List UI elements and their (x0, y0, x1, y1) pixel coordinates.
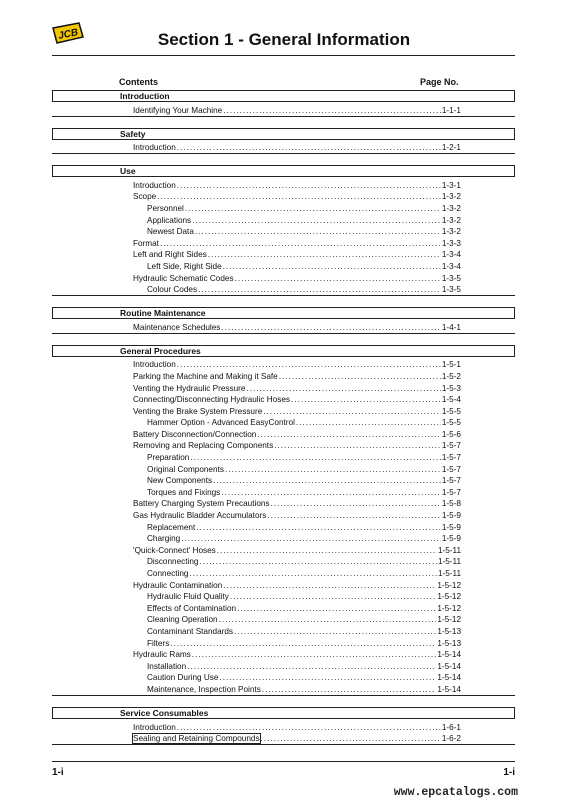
toc-section (52, 707, 515, 745)
dot-leader (223, 106, 441, 115)
toc-entry[interactable] (52, 566, 515, 578)
dot-leader (177, 181, 441, 190)
toc-section (52, 307, 515, 334)
toc-section (52, 128, 515, 155)
entry-page-number: 1-3-1 (441, 180, 461, 190)
entry-page-number: 1-5-11 (437, 569, 461, 578)
entry-page-number: 1-5-12 (437, 592, 461, 602)
toc-entry[interactable] (52, 225, 515, 237)
toc-entry[interactable] (52, 320, 515, 332)
toc-entry[interactable] (52, 103, 515, 115)
entry-title: Charging (147, 534, 181, 544)
contents-heading: Contents (119, 77, 158, 87)
toc-entry[interactable] (52, 532, 515, 544)
toc-section (52, 345, 515, 696)
dot-leader (223, 262, 441, 271)
entry-title: Left Side, Right Side (147, 261, 222, 271)
entry-title: Format (133, 238, 159, 248)
entry-page-number: 1-5-4 (441, 395, 461, 405)
dot-leader (263, 407, 441, 416)
entry-title: Personnel (147, 203, 184, 213)
entry-page-number: 1-5-7 (441, 453, 461, 463)
page-number-right: 1-i (503, 767, 515, 778)
section-entries (52, 140, 515, 155)
entry-page-number: 1-3-4 (441, 250, 461, 260)
entry-title: Maintenance Schedules (133, 322, 221, 332)
entry-page-number: 1-5-7 (441, 441, 461, 451)
entry-title: Gas Hydraulic Bladder Accumulators (133, 511, 267, 521)
entry-title: Left and Right Sides (133, 250, 207, 260)
entry-title: Disconnecting (147, 557, 199, 567)
toc-entry[interactable] (52, 462, 515, 474)
toc-entry[interactable] (52, 283, 515, 295)
entry-title: Introduction (133, 722, 176, 732)
dot-leader (177, 143, 441, 152)
entry-title: Connecting (147, 569, 189, 578)
entry-page-number: 1-3-5 (441, 273, 461, 283)
toc-entry[interactable] (52, 248, 515, 260)
entry-title: Applications (147, 215, 192, 225)
toc-entry[interactable] (52, 624, 515, 636)
entry-page-number: 1-5-7 (441, 464, 461, 474)
dot-leader (177, 723, 441, 732)
toc-entry[interactable] (52, 485, 515, 497)
section-heading: Use (52, 165, 515, 177)
entry-page-number: 1-5-7 (441, 487, 461, 497)
entry-page-number: 1-3-5 (441, 285, 461, 295)
entry-title: Venting the Brake System Pressure (133, 406, 263, 416)
toc-entry[interactable] (52, 590, 515, 602)
entry-title: Removing and Replacing Components (133, 441, 274, 451)
footer-rule (52, 761, 515, 762)
entry-title: 'Quick-Connect' Hoses (133, 545, 216, 555)
dot-leader (230, 592, 436, 601)
entry-title: Filters (147, 638, 170, 648)
toc-entry[interactable] (52, 416, 515, 428)
entry-title: Colour Codes (147, 285, 198, 295)
toc-entry[interactable] (52, 682, 515, 694)
entry-page-number: 1-5-7 (441, 476, 461, 486)
entry-title: New Components (147, 476, 213, 486)
toc-entry[interactable] (52, 659, 515, 671)
entry-page-number: 1-5-5 (441, 418, 461, 428)
entry-page-number: 1-5-2 (441, 371, 461, 381)
dot-leader (198, 285, 441, 294)
dot-leader (208, 250, 441, 259)
entry-page-number: 1-1-1 (441, 105, 461, 115)
toc-entry[interactable] (52, 474, 515, 486)
dot-leader (262, 685, 437, 694)
entry-title: Hydraulic Fluid Quality (147, 592, 229, 602)
toc-entry[interactable] (52, 178, 515, 190)
section-heading: Safety (52, 128, 515, 140)
toc-entry[interactable] (52, 450, 515, 462)
entry-page-number: 1-2-1 (441, 143, 461, 153)
entry-title: Newest Data (147, 227, 194, 237)
entry-page-number: 1-3-2 (441, 227, 461, 237)
toc-entry[interactable] (52, 369, 515, 381)
entry-page-number: 1-5-11 (437, 545, 461, 555)
toc-entry[interactable] (52, 578, 515, 590)
toc-section (52, 165, 515, 296)
entry-page-number: 1-5-9 (441, 534, 461, 544)
toc-entry[interactable] (52, 213, 515, 225)
toc-entry[interactable] (52, 439, 515, 451)
dot-leader (185, 204, 441, 213)
toc-entry[interactable] (52, 520, 515, 532)
toc-entry[interactable] (52, 190, 515, 202)
entry-page-number: 1-4-1 (441, 322, 461, 332)
toc-entry[interactable] (52, 404, 515, 416)
entry-page-number: 1-5-11 (437, 557, 461, 567)
section-entries (52, 177, 515, 296)
toc-entry[interactable] (52, 271, 515, 283)
entry-page-number: 1-6-1 (441, 722, 461, 732)
toc-entry[interactable] (52, 427, 515, 439)
entry-page-number: 1-5-14 (437, 650, 461, 660)
dot-leader (235, 274, 441, 283)
section-entries (52, 102, 515, 117)
toc-section (52, 90, 515, 117)
dot-leader (237, 604, 436, 613)
dot-leader (274, 441, 441, 450)
svg-text:JCB: JCB (57, 27, 80, 42)
entry-page-number: 1-5-13 (437, 626, 461, 636)
entry-page-number: 1-5-12 (437, 580, 461, 590)
entry-title: Battery Charging System Precautions (133, 499, 270, 509)
dot-leader (234, 627, 436, 636)
entry-page-number: 1-5-8 (441, 499, 461, 509)
dot-leader (221, 323, 440, 332)
entry-title: Hammer Option - Advanced EasyControl (147, 418, 295, 428)
entry-page-number: 1-5-1 (441, 360, 461, 370)
entry-title: Hydraulic Contamination (133, 580, 223, 590)
page-no-heading: Page No. (420, 77, 459, 87)
entry-title: Introduction (133, 143, 176, 153)
entry-page-number: 1-6-2 (441, 734, 461, 744)
toc-entry[interactable] (52, 601, 515, 613)
toc-entry[interactable] (52, 141, 515, 153)
dot-leader (225, 465, 441, 474)
entry-title: Introduction (133, 360, 176, 370)
toc-entry[interactable] (52, 613, 515, 625)
toc-entry[interactable] (52, 648, 515, 660)
dot-leader (223, 581, 436, 590)
dot-leader (219, 673, 436, 682)
website-watermark: www.epcatalogs.com (393, 786, 518, 799)
entry-page-number: 1-5-14 (437, 661, 461, 671)
entry-page-number: 1-5-12 (437, 603, 461, 613)
dot-leader (213, 476, 441, 485)
section-entries (52, 357, 515, 696)
dot-leader (170, 639, 436, 648)
entry-title: Parking the Machine and Making it Safe (133, 371, 278, 381)
dot-leader (219, 615, 437, 624)
header-rule (52, 55, 515, 56)
section-heading: Routine Maintenance (52, 307, 515, 319)
dot-leader (291, 395, 441, 404)
section-heading: Introduction (52, 90, 515, 102)
dot-leader (192, 216, 441, 225)
entry-page-number: 1-5-12 (437, 615, 461, 625)
entry-page-number: 1-5-13 (437, 638, 461, 648)
dot-leader (160, 239, 441, 248)
entry-page-number: 1-3-4 (441, 261, 461, 271)
entry-title: Battery Disconnection/Connection (133, 429, 257, 439)
dot-leader (187, 662, 436, 671)
dot-leader (261, 734, 441, 743)
section-heading: General Procedures (52, 345, 515, 357)
dot-leader (157, 192, 441, 201)
entry-page-number: 1-5-14 (437, 684, 461, 694)
entry-title: Contaminant Standards (147, 626, 234, 636)
entry-title: Installation (147, 661, 187, 671)
entry-title: Torques and Fixings (147, 487, 221, 497)
dot-leader (177, 360, 441, 369)
dot-leader (296, 418, 441, 427)
entry-page-number: 1-3-2 (441, 192, 461, 202)
toc-entry[interactable] (52, 720, 515, 732)
toc-entry[interactable] (52, 358, 515, 370)
dot-leader (267, 511, 441, 520)
toc-entry[interactable] (52, 508, 515, 520)
toc-entry[interactable] (52, 393, 515, 405)
dot-leader (271, 499, 441, 508)
entry-page-number: 1-5-5 (441, 406, 461, 416)
entry-title: Sealing and Retaining Compounds (133, 734, 260, 744)
dot-leader (217, 546, 437, 555)
section-entries (52, 719, 515, 745)
toc-entry[interactable] (52, 636, 515, 648)
entry-page-number: 1-5-14 (437, 673, 461, 683)
entry-title: Replacement (147, 522, 196, 532)
dot-leader (257, 430, 441, 439)
entry-title: Venting the Hydraulic Pressure (133, 383, 246, 393)
toc-entry[interactable] (52, 259, 515, 271)
entry-page-number: 1-5-9 (441, 522, 461, 532)
toc-entry[interactable] (52, 555, 515, 567)
entry-page-number: 1-5-9 (441, 511, 461, 521)
entry-title: Identifying Your Machine (133, 105, 223, 115)
entry-title: Cleaning Operation (147, 615, 218, 625)
toc-entry[interactable] (52, 671, 515, 683)
toc-entry[interactable] (52, 236, 515, 248)
page-number-left: 1-i (52, 767, 64, 778)
entry-page-number: 1-3-2 (441, 203, 461, 213)
section-entries (52, 319, 515, 334)
entry-title: Maintenance, Inspection Points (147, 684, 261, 694)
entry-page-number: 1-5-3 (441, 383, 461, 393)
dot-leader (246, 384, 440, 393)
toc-entry[interactable] (52, 543, 515, 555)
page-title: Section 1 - General Information (157, 30, 411, 49)
table-of-contents (52, 90, 515, 756)
entry-title: Hydraulic Rams (133, 650, 191, 660)
dot-leader (181, 534, 441, 543)
dot-leader (189, 569, 437, 578)
toc-entry[interactable] (52, 381, 515, 393)
entry-title: Caution During Use (147, 673, 219, 683)
section-heading: Service Consumables (52, 707, 515, 719)
dot-leader (199, 557, 437, 566)
entry-title: Hydraulic Schematic Codes (133, 273, 234, 283)
entry-page-number: 1-3-2 (441, 215, 461, 225)
toc-entry[interactable] (52, 497, 515, 509)
dot-leader (279, 372, 441, 381)
entry-page-number: 1-3-3 (441, 238, 461, 248)
dot-leader (195, 227, 441, 236)
entry-title: Introduction (133, 180, 176, 190)
entry-title: Connecting/Disconnecting Hydraulic Hoses (133, 395, 291, 405)
dot-leader (190, 453, 441, 462)
entry-title: Original Components (147, 464, 224, 474)
entry-title: Scope (133, 192, 157, 202)
entry-title: Preparation (147, 453, 190, 463)
entry-page-number: 1-5-6 (441, 429, 461, 439)
toc-entry[interactable] (52, 201, 515, 213)
dot-leader (221, 488, 441, 497)
entry-title: Effects of Contamination (147, 603, 237, 613)
dot-leader (192, 650, 437, 659)
toc-entry[interactable] (52, 732, 515, 744)
dot-leader (196, 523, 441, 532)
